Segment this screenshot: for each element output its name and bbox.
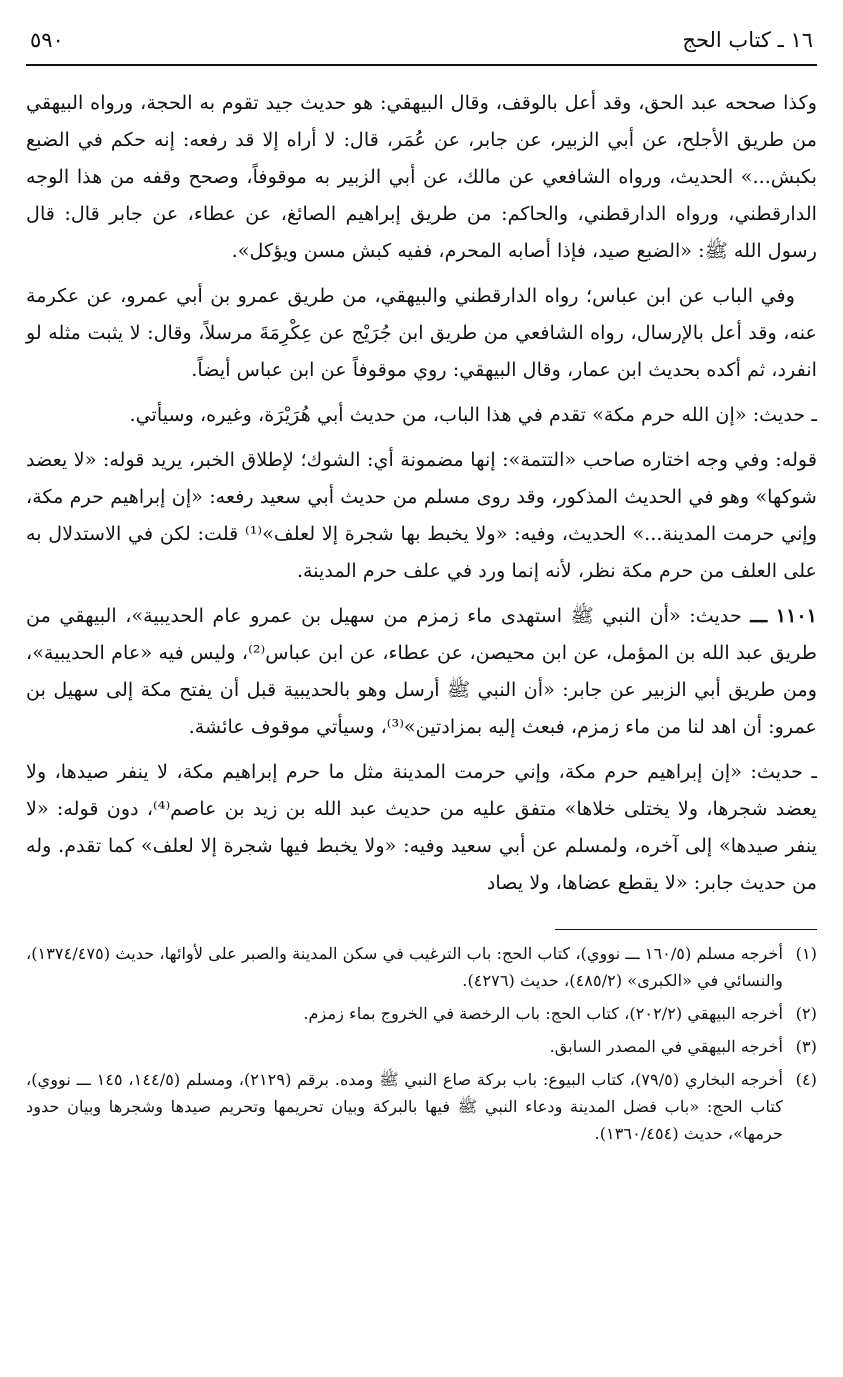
footnote-number: (١) (795, 944, 817, 963)
hadith-dash: ـــ (750, 604, 768, 627)
paragraph: وكذا صححه عبد الحق، وقد أعل بالوقف، وقال البيهقي: هو حديث جيد تقوم به الحجة، ورواه البيهقي من طريق الأجلح، عن أبي الزبير، عن جابر، عن عُمَر، قال: لا أراه إلا قد رفعه: إنه حكم في الضبع بكبش...» الحديث، ورواه الشافعي عن مالك، عن أبي الزبير به موقوفاً، وصحح وقفه من هذا الوجه الدارقطني، ورواه الدارقطني، والحاكم: من طريق إبراهيم الصائغ، عن عطاء، عن جابر قال: قال رسول الله ﷺ: «الضبع صيد، فإذا أصابه المحرم، ففيه كبش مسن ويؤكل». (26, 91, 817, 262)
page-number: ٥٩٠ (30, 28, 64, 52)
footnotes (26, 940, 817, 1147)
paragraph: وفي الباب عن ابن عباس؛ رواه الدارقطني والبيهقي، من طريق عمرو بن أبي عمرو، عن عكرمة عنه، وقد أعل بالإرسال، رواه الشافعي من طريق ابن جُرَيْج عن عِكْرِمَةَ مرسلاً، وقال: لا يثبت مثله لو انفرد، ثم أكده بحديث ابن عمار، وقال البيهقي: روي موقوفاً عن ابن عباس أيضاً. (26, 284, 817, 381)
footnote (26, 940, 817, 994)
footnote (26, 1000, 817, 1027)
chapter-title: ١٦ ـ كتاب الحج (682, 28, 813, 52)
footnote-text: أخرجه مسلم (١٦٠/٥ ـــ نووي)، كتاب الحج: باب الترغيب في سكن المدينة والصبر على لأوائها، حديث (١٣٧٤/٤٧٥)، والنسائي في «الكبرى» (٤٨٥/٢)، حديث (٤٢٧٦). (26, 944, 783, 990)
footnote-text: أخرجه البخاري (٧٩/٥)، كتاب البيوع: باب بركة صاع النبي ﷺ ومده. برقم (٢١٢٩)، ومسلم (١٤٤/٥، ١٤٥ ـــ نووي)، كتاب الحج: «باب فضل المدينة ودعاء النبي ﷺ فيها بالبركة وبيان تحريمها وتحريم صيدها وشجرها وبيان حدود حرمها»، حديث (١٣٦٠/٤٥٤). (26, 1070, 783, 1143)
footnote-number: (٤) (795, 1070, 817, 1089)
footnote (26, 1066, 817, 1147)
footnote-number: (٢) (795, 1004, 817, 1023)
paragraph: ـ حديث: «إن الله حرم مكة» تقدم في هذا الباب، من حديث أبي هُرَيْرَة، وغيره، وسيأتي. (129, 403, 817, 426)
footnote-number: (٣) (795, 1037, 817, 1056)
main-text (26, 84, 817, 901)
footnote-separator (555, 929, 817, 930)
paragraph: حديث: «أن النبي ﷺ استهدى ماء زمزم من سهيل بن عمرو عام الحديبية»، البيهقي من طريق عبد الله بن المؤمل، عن ابن محيصن، عن عطاء، عن ابن عباس⁽²⁾، وليس فيه «عام الحديبية»، ومن طريق أبي الزبير عن جابر: «أن النبي ﷺ أرسل وهو بالحديبية قبل أن يفتح مكة إلى سهيل بن عمرو: أن اهد لنا من ماء زمزم، فبعث إليه بمزادتين»⁽³⁾، وسيأتي موقوف عائشة. (26, 604, 817, 738)
paragraph: ـ حديث: «إن إبراهيم حرم مكة، وإني حرمت المدينة مثل ما حرم إبراهيم مكة، لا ينفر صيدها، ولا يعضد شجرها، ولا يختلى خلاها» متفق عليه من حديث عبد الله بن زيد بن عاصم⁽⁴⁾، دون قوله: «لا ينفر صيدها» إلى آخره، ولمسلم عن أبي سعيد وفيه: «ولا يخبط فيها شجرة إلا لعلف» كما تقدم. وله من حديث جابر: «لا يقطع عضاها، ولا يصاد (26, 760, 818, 894)
footnote (26, 1033, 817, 1060)
footnote-text: أخرجه البيهقي (٢٠٢/٢)، كتاب الحج: باب الرخصة في الخروج بماء زمزم. (303, 1004, 783, 1023)
hadith-number: ١١٠١ (775, 604, 817, 627)
hadith-entry (26, 597, 817, 745)
paragraph: قوله: وفي وجه اختاره صاحب «التتمة»: إنها مضمونة أي: الشوك؛ لإطلاق الخبر، يريد قوله: «لا يعضد شوكها» وهو في الحديث المذكور، وقد روى مسلم من حديث أبي سعيد رفعه: «إن إبراهيم حرم مكة، وإني حرمت المدينة...» الحديث، وفيه: «ولا يخبط بها شجرة إلا لعلف»⁽¹⁾ قلت: لكن في الاستدلال به على العلف من حرم مكة نظر، لأنه إنما ورد في علف حرم المدينة. (26, 448, 818, 582)
page-header (26, 28, 817, 66)
footnote-text: أخرجه البيهقي في المصدر السابق. (549, 1037, 783, 1056)
